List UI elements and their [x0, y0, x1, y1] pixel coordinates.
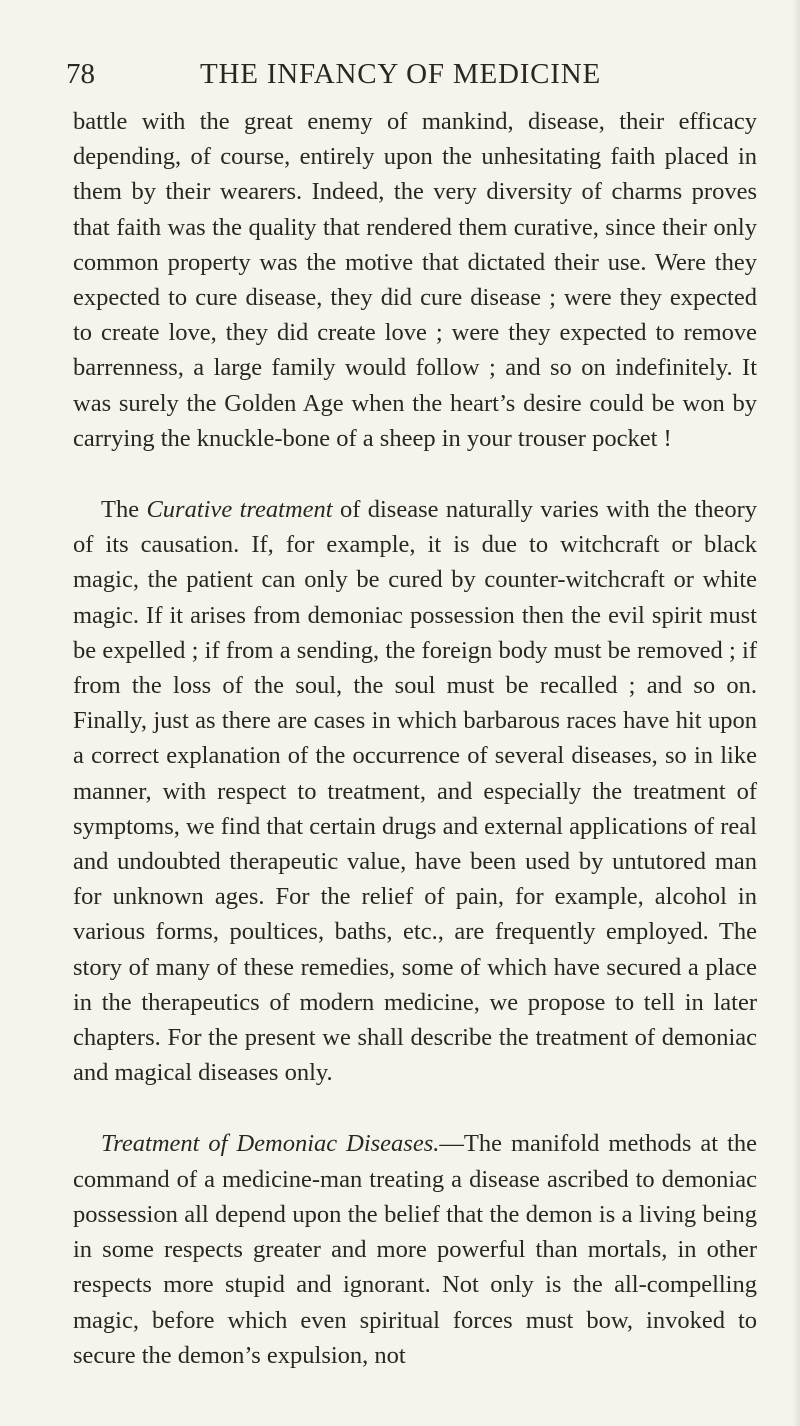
section-heading-demoniac-diseases: Treatment of Demoniac Diseases.: [101, 1130, 440, 1158]
paragraph-spacing: [73, 1090, 757, 1126]
paragraph-spacing: [73, 456, 757, 492]
page-edge-shadow: [792, 0, 800, 1426]
paragraph-prefix: The: [101, 496, 147, 524]
paragraph-text: of disease naturally varies with the theory of its causation. If, for example, it is due to witchcraft or black magic, the patient can only be cured by counter-witchcraft or white magic. If it arises from demoniac possession then the evil spirit must be expelled ; if from a sending, the foreign body must be removed ; if from the loss of the soul, the soul must be recalled ; and so on. Finally, just as there are cases in which barbarous races have hit upon a correct explanation of the occurrence of several diseases, so in like manner, with respect to treatment, and especially the treatment of symptoms, we find that certain drugs and external applications of real and undoubted therapeutic value, have been used by untutored man for unknown ages. For the relief of pain, for example, alcohol in various forms, poultices, baths, etc., are frequently employed. The story of many of these remedies, some of which have secured a place in the therapeutics of modern medicine, we propose to tell in later chapters. For the present we shall describe the treatment of demoniac and magical diseases only.: [73, 496, 758, 1087]
paragraph-curative-treatment: [73, 492, 757, 1090]
paragraph-demoniac-treatment: [73, 1126, 757, 1372]
page-header: [66, 58, 756, 94]
body-text: [73, 104, 757, 1373]
page-number: 78: [66, 58, 95, 90]
running-title: THE INFANCY OF MEDICINE: [200, 58, 602, 90]
paragraph-charms: battle with the great enemy of mankind, disease, their efficacy depending, of course, entirely upon the unhesitating faith placed in them by their wearers. Indeed, the very diversity of charms proves that faith was the quality that rendered them curative, since their only common property was the motive that dictated their use. Were they expected to cure disease, they did cure disease ; were they expected to create love, they did create love ; were they expected to remove barrenness, a large family would follow ; and so on indefinitely. It was surely the Golden Age when the heart’s desire could be won by carrying the knuckle-bone of a sheep in your trouser pocket !: [73, 108, 757, 452]
italic-heading-curative-treatment: Curative treatment: [146, 496, 333, 524]
paragraph-text: —The manifold methods at the command of a medicine-man treating a disease ascribed to demoniac possession all depend upon the belief that the demon is a living being in some respects greater and more powerful than mortals, in other respects more stupid and ignorant. Not only is the all-compelling magic, before which even spiritual forces must bow, invoked to secure the demon’s expulsion, not: [73, 1130, 757, 1369]
